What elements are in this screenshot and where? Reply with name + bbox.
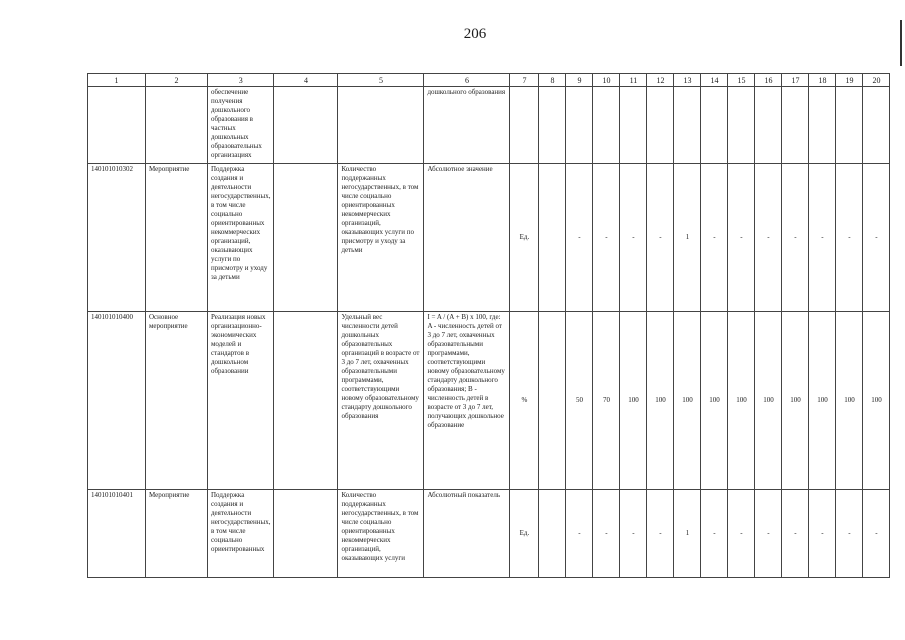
value-cell: - (863, 164, 890, 312)
empty-cell (274, 87, 338, 164)
value-cell (566, 87, 593, 164)
header-cell: 18 (809, 74, 836, 87)
code-cell: 140101010400 (88, 312, 146, 490)
value-cell: - (701, 490, 728, 578)
value-cell: - (566, 164, 593, 312)
value-cell: - (836, 164, 863, 312)
value-cell: 100 (809, 312, 836, 490)
value-cell (728, 87, 755, 164)
indicator-cell: Удельный вес численности детей дошкольных образовательных организаций в возрасте от 3 до 7 лет, охваченных образовательными программами, соответствующими новому образовательному стандарту дошкольного образования (338, 312, 424, 490)
header-cell: 4 (274, 74, 338, 87)
value-cell (809, 87, 836, 164)
unit-cell (510, 87, 539, 164)
value-cell: - (566, 490, 593, 578)
header-cell: 14 (701, 74, 728, 87)
value-cell: 100 (647, 312, 674, 490)
indicators-table (87, 73, 890, 578)
table-row (88, 490, 890, 578)
value-cell: - (809, 164, 836, 312)
value-cell: 100 (701, 312, 728, 490)
value-cell: 100 (782, 312, 809, 490)
value-cell: - (620, 490, 647, 578)
value-cell (620, 87, 647, 164)
code-cell (88, 87, 146, 164)
code-cell: 140101010302 (88, 164, 146, 312)
value-cell (701, 87, 728, 164)
value-cell (539, 312, 566, 490)
value-cell (863, 87, 890, 164)
header-cell: 19 (836, 74, 863, 87)
value-cell: 100 (728, 312, 755, 490)
value-cell (755, 87, 782, 164)
value-cell: - (593, 164, 620, 312)
header-cell: 15 (728, 74, 755, 87)
empty-cell (274, 490, 338, 578)
value-cell (539, 87, 566, 164)
value-cell: 100 (674, 312, 701, 490)
method-cell: Абсолютный показатель (424, 490, 510, 578)
empty-cell (274, 164, 338, 312)
header-cell: 7 (510, 74, 539, 87)
value-cell: - (728, 164, 755, 312)
value-cell: - (701, 164, 728, 312)
unit-cell: Ед. (510, 490, 539, 578)
page-edge-mark (900, 20, 902, 66)
method-cell: I = A / (A + B) x 100, где: A - численность детей от 3 до 7 лет, охваченных образовательными программами, соответствующими новому образовательному стандарту дошкольного образования; B - численность детей в возрасте от 3 до 7 лет, получающих дошкольное образование (424, 312, 510, 490)
header-cell: 17 (782, 74, 809, 87)
value-cell (539, 490, 566, 578)
value-cell: - (647, 164, 674, 312)
value-cell: - (863, 490, 890, 578)
indicator-cell: Количество поддержанных негосударственных, в том числе социально ориентированных некоммерческих организаций, оказывающих услуги по присмотру и уходу за детьми (338, 164, 424, 312)
table-row (88, 312, 890, 490)
header-cell: 6 (424, 74, 510, 87)
value-cell: - (782, 164, 809, 312)
name-cell: Поддержка создания и деятельности негосударственных, в том числе социально ориентированных некоммерческих организаций, оказывающих услуги по присмотру и уходу за детьми (208, 164, 274, 312)
value-cell: 100 (755, 312, 782, 490)
header-cell: 8 (539, 74, 566, 87)
method-cell: Абсолютное значение (424, 164, 510, 312)
page-number: 206 (463, 26, 487, 42)
header-cell: 3 (208, 74, 274, 87)
value-cell: 100 (620, 312, 647, 490)
header-cell: 11 (620, 74, 647, 87)
value-cell: - (836, 490, 863, 578)
type-cell (146, 87, 208, 164)
value-cell: - (782, 490, 809, 578)
unit-cell: Ед. (510, 164, 539, 312)
header-cell: 1 (88, 74, 146, 87)
value-cell: 100 (863, 312, 890, 490)
header-cell: 20 (863, 74, 890, 87)
header-cell: 2 (146, 74, 208, 87)
type-cell: Основное мероприятие (146, 312, 208, 490)
value-cell: 50 (566, 312, 593, 490)
value-cell (647, 87, 674, 164)
type-cell: Мероприятие (146, 164, 208, 312)
table-row (88, 164, 890, 312)
value-cell: - (809, 490, 836, 578)
value-cell (782, 87, 809, 164)
header-cell: 10 (593, 74, 620, 87)
value-cell: 1 (674, 164, 701, 312)
header-cell: 9 (566, 74, 593, 87)
header-row (88, 74, 890, 87)
value-cell: - (755, 490, 782, 578)
code-cell: 140101010401 (88, 490, 146, 578)
header-cell: 16 (755, 74, 782, 87)
value-cell (836, 87, 863, 164)
value-cell: - (647, 490, 674, 578)
value-cell: - (728, 490, 755, 578)
header-cell: 5 (338, 74, 424, 87)
value-cell (674, 87, 701, 164)
value-cell: - (593, 490, 620, 578)
type-cell: Мероприятие (146, 490, 208, 578)
indicator-cell (338, 87, 424, 164)
value-cell: - (620, 164, 647, 312)
value-cell: 1 (674, 490, 701, 578)
method-cell: дошкольного образования (424, 87, 510, 164)
value-cell (593, 87, 620, 164)
value-cell (539, 164, 566, 312)
table-row (88, 87, 890, 164)
unit-cell: % (510, 312, 539, 490)
header-cell: 12 (647, 74, 674, 87)
name-cell: обеспечение получения дошкольного образования в частных дошкольных образовательных организациях (208, 87, 274, 164)
name-cell: Реализация новых организационно-экономических моделей и стандартов в дошкольном образовании (208, 312, 274, 490)
value-cell: 100 (836, 312, 863, 490)
name-cell: Поддержка создания и деятельности негосударственных, в том числе социально ориентированных (208, 490, 274, 578)
header-cell: 13 (674, 74, 701, 87)
value-cell: - (755, 164, 782, 312)
empty-cell (274, 312, 338, 490)
indicator-cell: Количество поддержанных негосударственных, в том числе социально ориентированных некоммерческих организаций, оказывающих услуги (338, 490, 424, 578)
value-cell: 70 (593, 312, 620, 490)
